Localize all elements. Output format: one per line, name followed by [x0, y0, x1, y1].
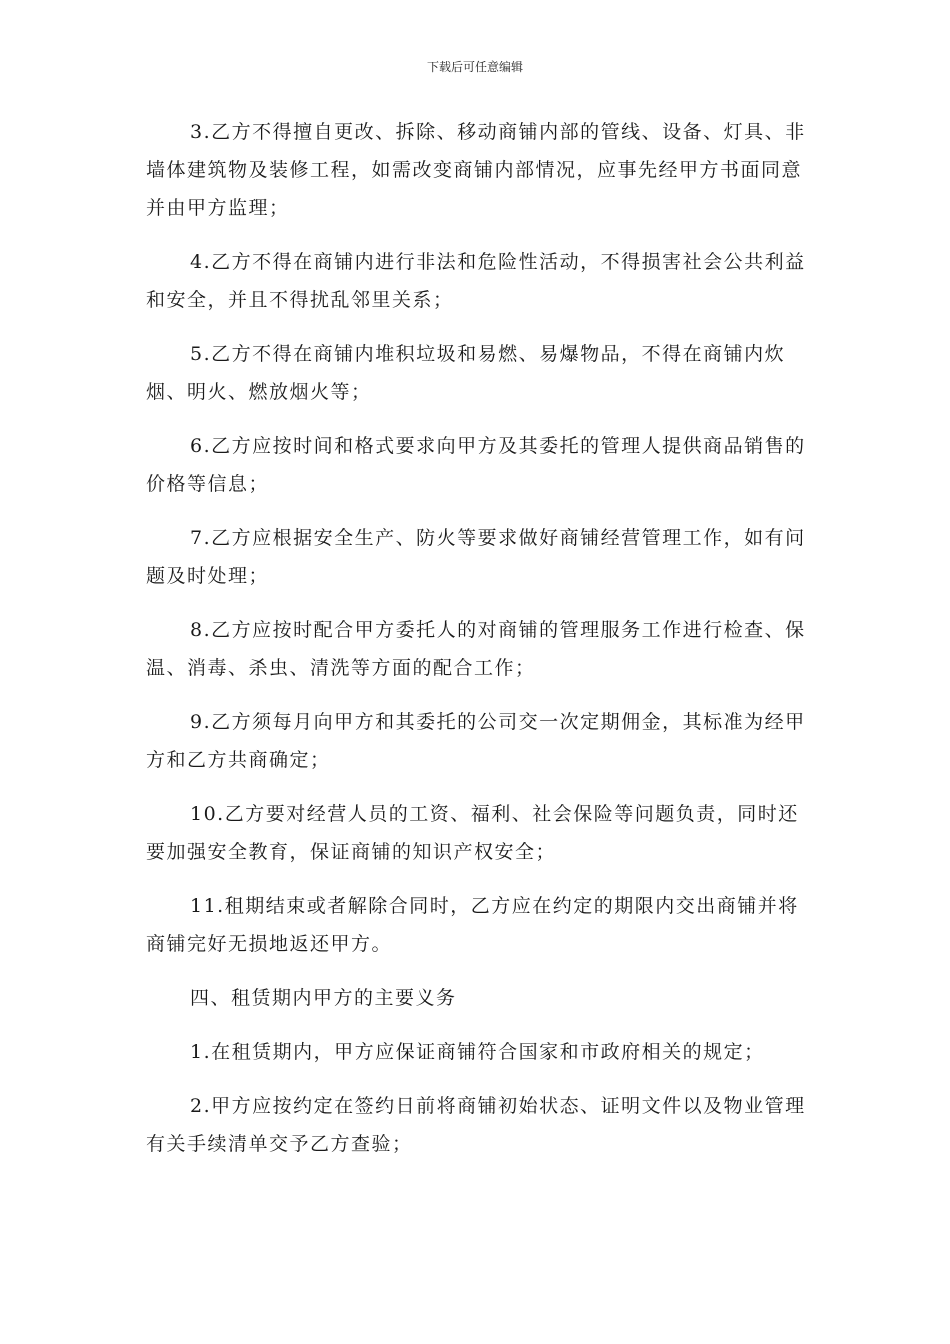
document-body [146, 113, 806, 1179]
section-heading-4: 四、租赁期内甲方的主要义务 [190, 987, 457, 1009]
clause-11: 11.租期结束或者解除合同时，乙方应在约定的期限内交出商铺并将商铺完好无损地返还甲方。 [146, 895, 799, 955]
clause-8: 8.乙方应按时配合甲方委托人的对商铺的管理服务工作进行检查、保温、消毒、杀虫、清洗等方面的配合工作； [146, 619, 806, 679]
section4-clause-2: 2.甲方应按约定在签约日前将商铺初始状态、证明文件以及物业管理有关手续清单交予乙方查验； [146, 1095, 806, 1155]
clause-9: 9.乙方须每月向甲方和其委托的公司交一次定期佣金，其标准为经甲方和乙方共商确定； [146, 711, 806, 771]
section4-clause-1: 1.在租赁期内，甲方应保证商铺符合国家和市政府相关的规定； [190, 1041, 765, 1063]
clause-4: 4.乙方不得在商铺内进行非法和危险性活动，不得损害社会公共利益和安全，并且不得扰乱邻里关系； [146, 251, 806, 311]
clause-5: 5.乙方不得在商铺内堆积垃圾和易燃、易爆物品，不得在商铺内炊烟、明火、燃放烟火等； [146, 343, 786, 403]
clause-10: 10.乙方要对经营人员的工资、福利、社会保险等问题负责，同时还要加强安全教育，保证商铺的知识产权安全； [146, 803, 799, 863]
clause-7: 7.乙方应根据安全生产、防火等要求做好商铺经营管理工作，如有问题及时处理； [146, 527, 806, 587]
clause-3: 3.乙方不得擅自更改、拆除、移动商铺内部的管线、设备、灯具、非墙体建筑物及装修工程，如需改变商铺内部情况，应事先经甲方书面同意并由甲方监理； [146, 121, 806, 219]
clause-6: 6.乙方应按时间和格式要求向甲方及其委托的管理人提供商品销售的价格等信息； [146, 435, 806, 495]
page-header: 下载后可任意编辑 [426, 60, 523, 74]
